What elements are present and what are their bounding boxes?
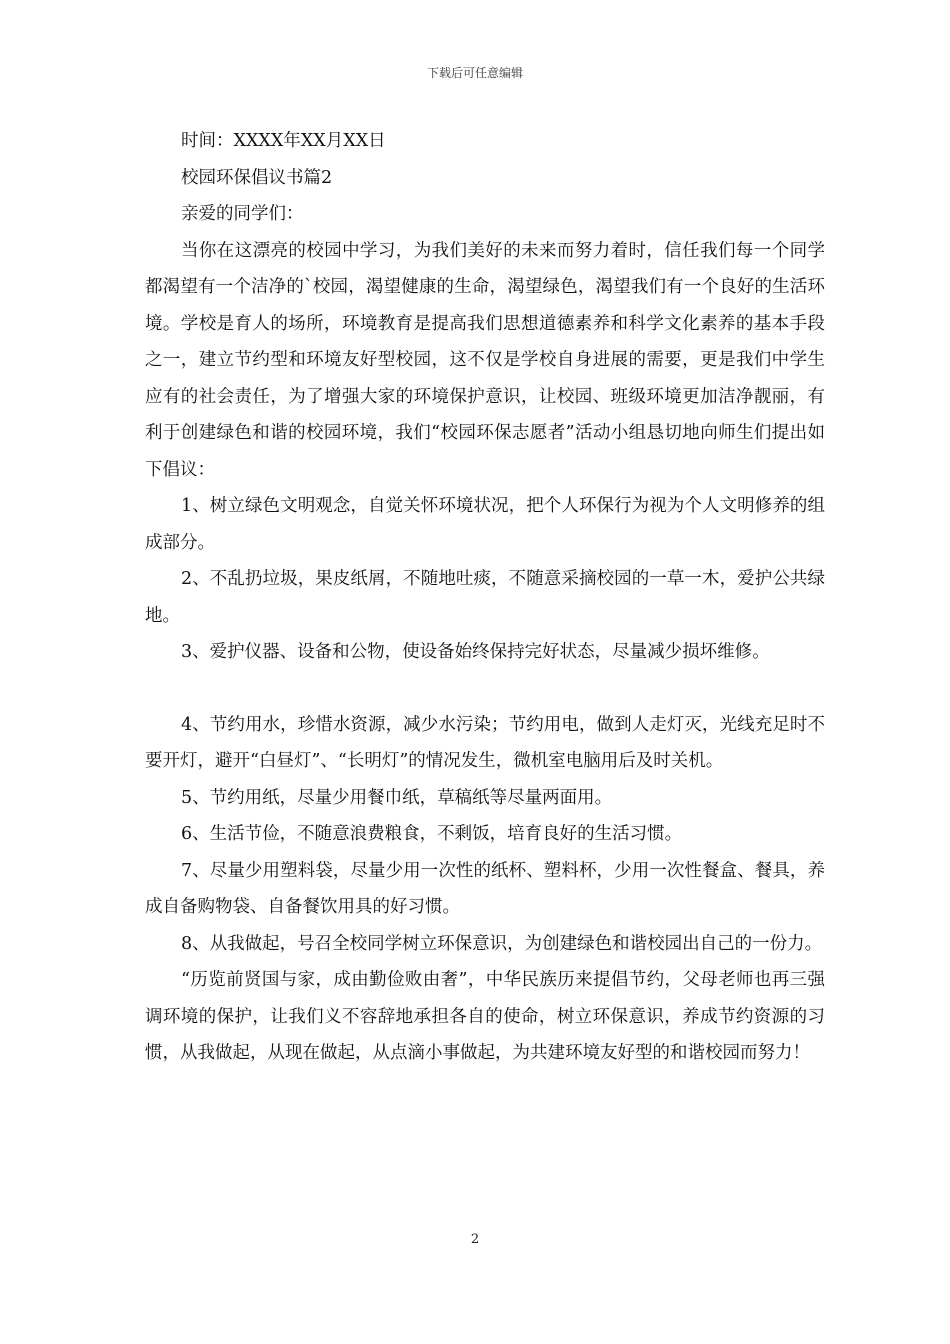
document-body <box>145 123 825 1072</box>
proposal-item-8: 8、从我做起，号召全校同学树立环保意识，为创建绿色和谐校园出自己的一份力。 <box>181 933 823 954</box>
header-note: 下载后可任意编辑 <box>426 66 523 80</box>
closing-paragraph: “历览前贤国与家，成由勤俭败由奢”，中华民族历来提倡节约，父母老师也再三强调环境的保护，让我们义不容辞地承担各自的使命，树立环保意识，养成节约资源的习惯，从我做起，从现在做起，从点滴小事做起，为共建环境友好型的和谐校园而努力！ <box>145 970 825 1063</box>
proposal-item-5: 5、节约用纸，尽量少用餐巾纸，草稿纸等尽量两面用。 <box>181 787 613 808</box>
proposal-item-2: 2、不乱扔垃圾，果皮纸屑，不随地吐痰，不随意采摘校园的一草一木，爱护公共绿地。 <box>145 569 825 626</box>
proposal-item-1: 1、树立绿色文明观念，自觉关怀环境状况，把个人环保行为视为个人文明修养的组成部分。 <box>145 496 825 553</box>
salutation: 亲爱的同学们： <box>181 204 304 224</box>
proposal-item-4: 4、节约用水，珍惜水资源，减少水污染；节约用电，做到人走灯灭，光线充足时不要开灯，避开“白昼灯”、“长明灯”的情况发生，微机室电脑用后及时关机。 <box>145 714 825 771</box>
section-title: 校园环保倡议书篇2 <box>181 167 333 188</box>
intro-paragraph: 当你在这漂亮的校园中学习，为我们美好的未来而努力着时，信任我们每一个同学都渴望有一个洁净的`校园，渴望健康的生命，渴望绿色，渴望我们有一个良好的生活环境。学校是育人的场所，环境教育是提高我们思想道德素养和科学文化素养的基本手段之一，建立节约型和环境友好型校园，这不仅是学校自身进展的需要，更是我们中学生应有的社会责任，为了增强大家的环境保护意识，让校园、班级环境更加洁净靓丽，有利于创建绿色和谐的校园环境，我们“校园环保志愿者”活动小组恳切地向师生们提出如下倡议： <box>145 240 825 480</box>
proposal-item-6: 6、生活节俭，不随意浪费粮食，不剩饭，培育良好的生活习惯。 <box>181 824 683 844</box>
proposal-item-3: 3、爱护仪器、设备和公物，使设备始终保持完好状态，尽量减少损坏维修。 <box>181 642 770 662</box>
proposal-item-7: 7、尽量少用塑料袋，尽量少用一次性的纸杯、塑料杯，少用一次性餐盒、餐具，养成自备购物袋、自备餐饮用具的好习惯。 <box>145 860 825 917</box>
date-line: 时间：XXXX年XX月XX日 <box>181 131 386 151</box>
page-number: 2 <box>470 1232 480 1247</box>
